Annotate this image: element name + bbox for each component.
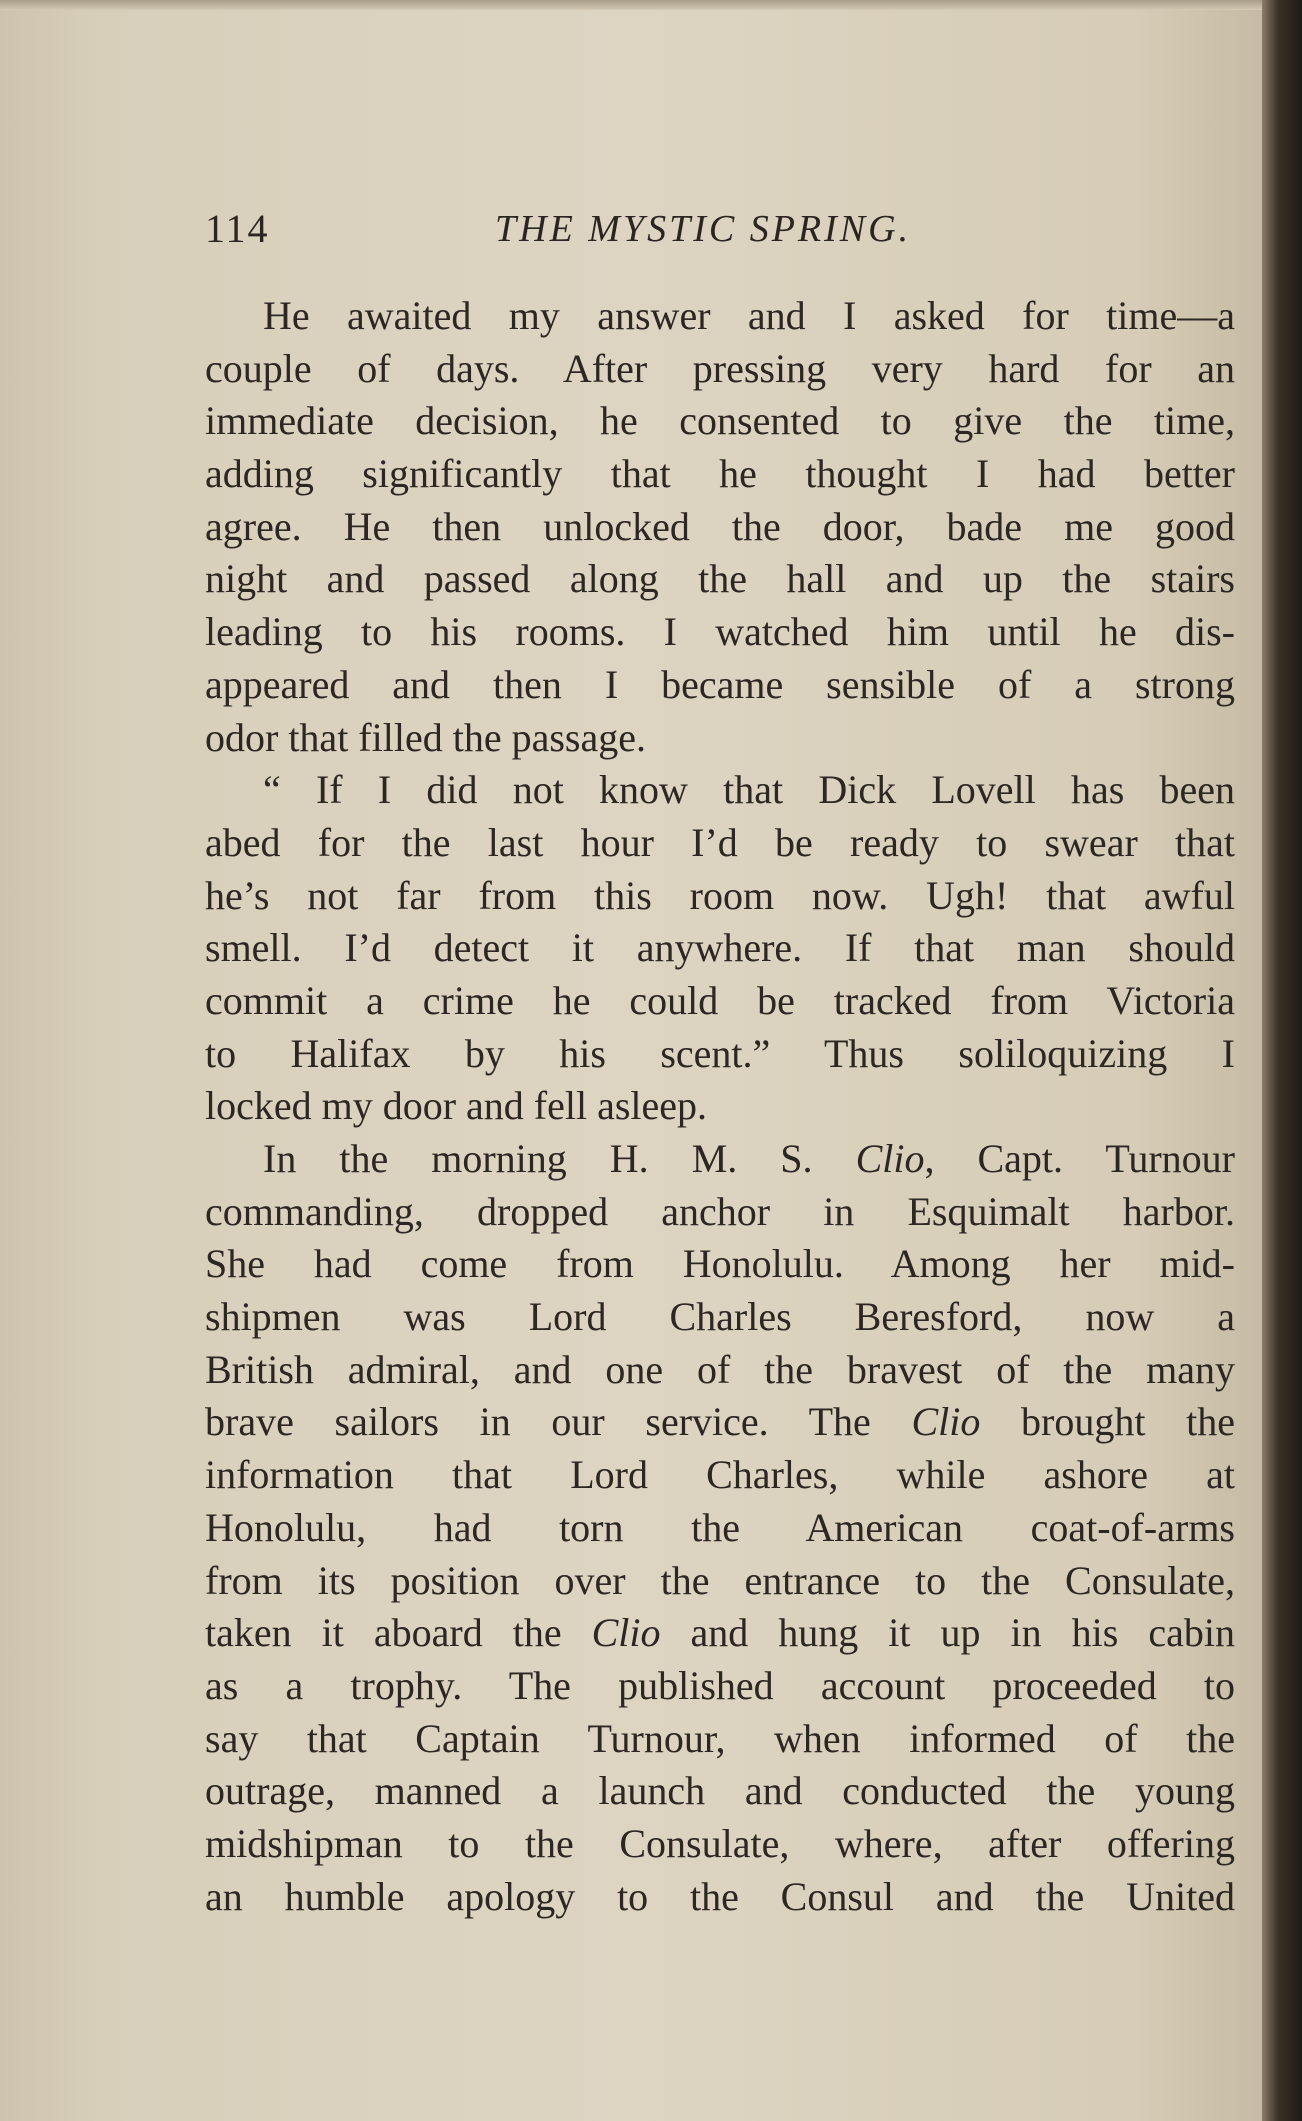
text-line: night and passed along the hall and up the stairs — [205, 556, 1235, 602]
text-line: He awaited my answer and I asked for time—a — [263, 293, 1235, 338]
running-title: THE MYSTIC SPRING. — [495, 208, 912, 250]
text-line: couple of days. After pressing very hard for an — [205, 345, 1235, 391]
text-line: locked my door and fell asleep. — [205, 1083, 708, 1129]
text-line: he’s not far from this room now. Ugh! that awful — [205, 872, 1235, 918]
text-line: shipmen was Lord Charles Beresford, now a — [205, 1294, 1235, 1340]
text-line: adding significantly that he thought I had better — [205, 451, 1235, 497]
text-line: abed for the last hour I’d be ready to swear that — [205, 819, 1235, 865]
page-top-edge — [0, 0, 1262, 10]
text-line: to Halifax by his scent.” Thus soliloquizing I — [205, 1030, 1235, 1076]
book-spine-shadow — [1262, 0, 1302, 2121]
text-line: In the morning H. M. S. Clio, Capt. Turnour — [263, 1136, 1235, 1181]
text-line: agree. He then unlocked the door, bade me good — [205, 503, 1235, 549]
ship-name-italic: Clio — [911, 1399, 981, 1445]
text-line: say that Captain Turnour, when informed of the — [205, 1715, 1235, 1761]
text-line: from its position over the entrance to the Consulate, — [205, 1557, 1235, 1603]
text-line: smell. I’d detect it anywhere. If that man should — [205, 925, 1235, 971]
text-line: as a trophy. The published account proceeded to — [205, 1662, 1235, 1708]
text-line: taken it aboard the Clio and hung it up in his cabin — [205, 1610, 1235, 1656]
text-line: commanding, dropped anchor in Esquimalt harbor. — [205, 1188, 1235, 1234]
text-line: an humble apology to the Consul and the United — [205, 1873, 1235, 1919]
page-header — [205, 205, 1225, 265]
text-line: information that Lord Charles, while ashore at — [205, 1452, 1235, 1498]
text-line: “ If I did not know that Dick Lovell has been — [263, 767, 1235, 813]
text-line: British admiral, and one of the bravest of the many — [205, 1346, 1235, 1392]
text-line: Honolulu, had torn the American coat-of-arms — [205, 1504, 1235, 1550]
text-line: immediate decision, he consented to give the time, — [205, 398, 1235, 444]
text-line: leading to his rooms. I watched him until he dis- — [205, 609, 1235, 655]
ship-name-italic: Clio — [591, 1610, 661, 1656]
text-line: appeared and then I became sensible of a strong — [205, 661, 1235, 707]
text-line: She had come from Honolulu. Among her mid- — [205, 1241, 1235, 1287]
text-line: outrage, manned a launch and conducted the young — [205, 1768, 1235, 1814]
text-line: brave sailors in our service. The Clio brought the — [205, 1399, 1235, 1445]
ship-name-italic: Clio — [855, 1136, 925, 1181]
text-line: midshipman to the Consulate, where, after offering — [205, 1820, 1235, 1866]
text-line: odor that filled the passage. — [205, 714, 646, 760]
text-line: commit a crime he could be tracked from Victoria — [205, 977, 1235, 1023]
page-number: 114 — [205, 206, 270, 251]
body-text — [205, 290, 1235, 1923]
